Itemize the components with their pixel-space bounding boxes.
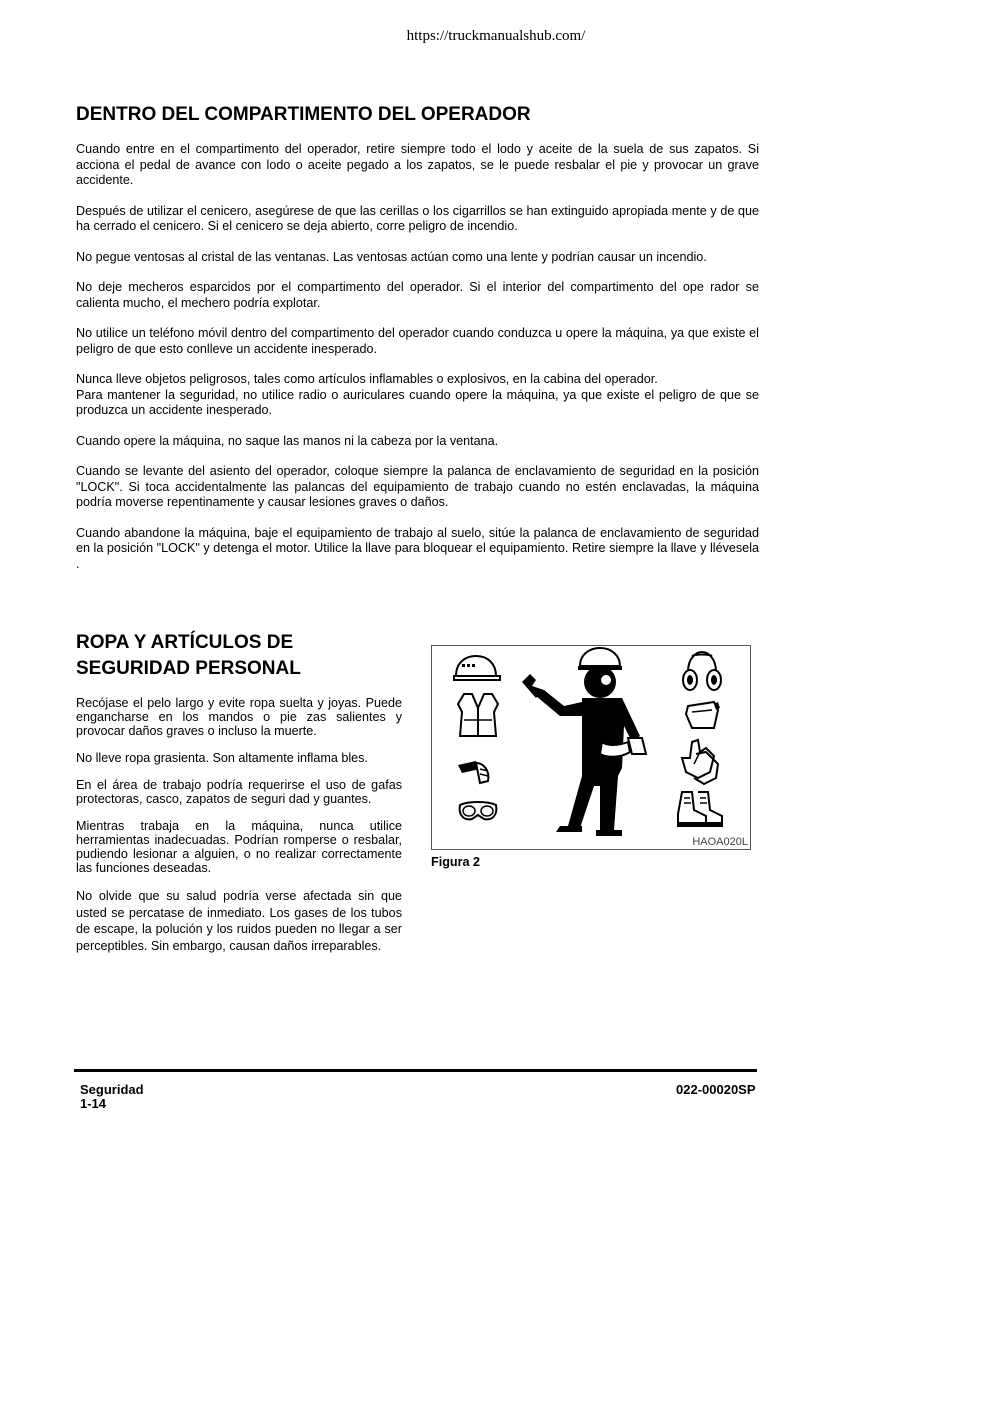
- paragraph: No pegue ventosas al cristal de las ventanas. Las ventosas actúan como una lente y podrían causar un incendio.: [76, 249, 707, 264]
- paragraph: En el área de trabajo podría requerirse el uso de gafas protectoras, casco, zapatos de seguri dad y guantes.: [76, 778, 402, 806]
- figure-safety-equipment: [431, 645, 751, 850]
- footer-section: Seguridad: [80, 1082, 144, 1097]
- header-url[interactable]: https://truckmanualshub.com/: [406, 28, 586, 44]
- paragraph: Cuando entre en el compartimento del operador, retire siempre todo el lodo y aceite de la suela de sus zapatos. Si acciona el pedal de avance con lodo o aceite pegado a los zapatos, se le puede resbalar el pie y provocar un grave accidente.: [76, 142, 759, 187]
- section-personal-safety: [76, 630, 402, 967]
- footer-document-code: 022-00020SP: [676, 1082, 756, 1097]
- paragraph: Cuando opere la máquina, no saque las manos ni la cabeza por la ventana.: [76, 433, 499, 448]
- earplugs-icon: [458, 761, 488, 783]
- paragraph: No olvide que su salud podría verse afectada sin que usted se percatase de inmediato. Los gases de los tubos de escape, la polución y los ruidos pueden no llegar a ser perceptibles. Sin embargo, causan daños irreparables.: [76, 889, 402, 953]
- section-title-line: SEGURIDAD PERSONAL: [76, 658, 301, 679]
- footer-divider: [74, 1069, 757, 1072]
- worker-figure-icon: [522, 648, 646, 836]
- gloves-icon: [682, 740, 718, 784]
- figure-code: HAOA020L: [692, 836, 748, 848]
- figure-caption: Figura 2: [431, 855, 480, 869]
- safety-goggles-icon: [460, 802, 497, 819]
- section-operator-compartment: [76, 102, 759, 587]
- footer-page-number: 1-14: [80, 1096, 107, 1111]
- safety-boots-icon: [678, 792, 722, 827]
- paragraph: No deje mecheros esparcidos por el compartimento del operador. Si el interior del compartimento del ope rador se calienta mucho, el mechero podría explotar.: [76, 280, 759, 310]
- paragraph: No utilice un teléfono móvil dentro del compartimento del operador cuando conduzca u opere la máquina, ya que existe el peligro de que esto conlleve un accidente inesperado.: [76, 326, 759, 356]
- footer-left: [80, 1083, 144, 1111]
- hard-hat-icon: [454, 656, 500, 680]
- paragraph: Para mantener la seguridad, no utilice radio o auriculares cuando opere la máquina, ya que existe el peligro de que se produzca un accidente inesperado.: [76, 387, 759, 417]
- paragraph: Recójase el pelo largo y evite ropa suelta y joyas. Puede engancharse en los mandos o pie zas salientes y provocar daños graves o incluso la muerte.: [76, 696, 402, 738]
- section-title: [76, 630, 402, 682]
- section-title-line: ROPA Y ARTÍCULOS DE: [76, 632, 294, 653]
- safety-vest-icon: [458, 694, 498, 736]
- paragraph: Cuando se levante del asiento del operador, coloque siempre la palanca de enclavamiento de seguridad en la posición "LOCK". Si toca accidentalmente las palancas del equipamiento de trabajo cuando no estén enclavadas, la máquina podría moverse repentinamente y causar lesiones graves o daños.: [76, 464, 759, 509]
- paragraph: Mientras trabaja en la máquina, nunca utilice herramientas inadecuadas. Podrían romperse o resbalar, pudiendo lesionar a alguien, o no realizar correctamente las funciones deseadas.: [76, 819, 402, 875]
- section-title: DENTRO DEL COMPARTIMENTO DEL OPERADOR: [76, 104, 531, 125]
- paragraph: Después de utilizar el cenicero, asegúrese de que las cerillas o los cigarrillos se han extinguido apropiada mente y de que ha cerrado el cenicero. Si el cenicero se deja abierto, corre peligro de incendio.: [76, 203, 759, 233]
- paragraph: Cuando abandone la máquina, baje el equipamiento de trabajo al suelo, sitúe la palanca de enclavamiento de seguridad en la posición "LOCK" y detenga el motor. Utilice la llave para bloquear el equipamiento. Retire siempre la llave y llévesela .: [76, 525, 759, 571]
- paragraph: Nunca lleve objetos peligrosos, tales como artículos inflamables o explosivos, en la cabina del operador.: [76, 372, 658, 386]
- figure-illustration: [432, 646, 750, 849]
- paragraph: No lleve ropa grasienta. Son altamente inflama bles.: [76, 751, 368, 765]
- respirator-mask-icon: [686, 702, 720, 728]
- earmuffs-icon: [683, 652, 721, 690]
